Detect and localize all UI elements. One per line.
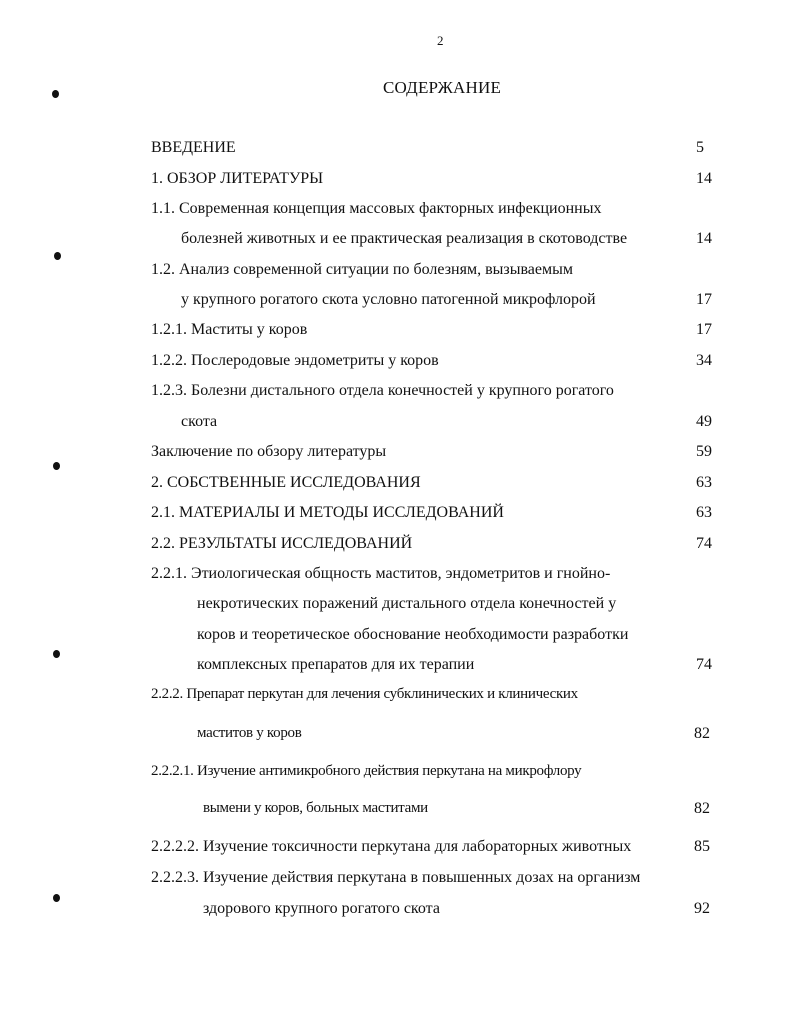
toc-page-number: 14	[696, 230, 712, 247]
toc-page-number: 85	[694, 838, 710, 855]
toc-line: 2.2.1. Этиологическая общность маститов, эндометритов и гнойно-	[151, 565, 611, 582]
toc-page-number: 82	[694, 725, 710, 742]
toc-line: 1.2.3. Болезни дистального отдела конечностей у крупного рогатого	[151, 382, 614, 399]
toc-page-number: 34	[696, 352, 712, 369]
toc-page-number: 17	[696, 291, 712, 308]
page-title: СОДЕРЖАНИЕ	[383, 78, 502, 97]
toc-line: 2.2.2.1. Изучение антимикробного действия перкутана на микрофлору	[151, 763, 582, 779]
toc-line: 2.2.2.3. Изучение действия перкутана в повышенных дозах на организм	[151, 869, 641, 886]
binder-hole-mark	[53, 894, 60, 902]
toc-line: у крупного рогатого скота условно патогенной микрофлорой	[181, 291, 596, 308]
toc-line: Заключение по обзору литературы	[151, 443, 387, 460]
toc-line: 2. СОБСТВЕННЫЕ ИССЛЕДОВАНИЯ	[151, 474, 421, 491]
toc-page-number: 63	[696, 504, 712, 521]
binder-hole-mark	[52, 90, 59, 98]
toc-line: здорового крупного рогатого скота	[203, 900, 440, 917]
toc-line: некротических поражений дистального отдела конечностей у	[197, 595, 617, 612]
toc-page-number: 63	[696, 474, 712, 491]
toc-page-number: 14	[696, 170, 712, 187]
binder-hole-mark	[53, 462, 60, 470]
page-number: 2	[437, 33, 444, 48]
toc-line: болезней животных и ее практическая реализация в скотоводстве	[181, 230, 628, 247]
toc-page-number: 74	[696, 535, 712, 552]
toc-line: 1.2. Анализ современной ситуации по болезням, вызываемым	[151, 261, 573, 278]
toc-page-number: 17	[696, 321, 712, 338]
toc-page-number: 49	[696, 413, 712, 430]
toc-line: комплексных препаратов для их терапии	[197, 656, 475, 673]
toc-line: 2.1. МАТЕРИАЛЫ И МЕТОДЫ ИССЛЕДОВАНИЙ	[151, 504, 504, 521]
toc-line: маститов у коров	[197, 725, 302, 741]
toc-line: скота	[181, 413, 218, 430]
toc-page-number: 74	[696, 656, 712, 673]
toc-line: коров и теоретическое обоснование необходимости разработки	[197, 626, 629, 643]
toc-line: 2.2. РЕЗУЛЬТАТЫ ИССЛЕДОВАНИЙ	[151, 535, 413, 552]
toc-line: ВВЕДЕНИЕ	[151, 139, 236, 156]
toc-page-number: 92	[694, 900, 710, 917]
toc-page-number: 82	[694, 800, 710, 817]
toc-line: 1. ОБЗОР ЛИТЕРАТУРЫ	[151, 170, 324, 187]
binder-hole-mark	[53, 650, 60, 658]
toc-line: вымени у коров, больных маститами	[203, 800, 428, 816]
toc-line: 1.2.2. Послеродовые эндометриты у коров	[151, 352, 439, 369]
toc-line: 1.2.1. Маститы у коров	[151, 321, 308, 338]
toc-page-number: 59	[696, 443, 712, 460]
toc-page-number: 5	[696, 139, 704, 156]
toc-line: 2.2.2.2. Изучение токсичности перкутана для лабораторных животных	[151, 838, 632, 855]
toc-line: 2.2.2. Препарат перкутан для лечения субклинических и клинических	[151, 686, 578, 702]
toc-line: 1.1. Современная концепция массовых факторных инфекционных	[151, 200, 602, 217]
binder-hole-mark	[54, 252, 61, 260]
